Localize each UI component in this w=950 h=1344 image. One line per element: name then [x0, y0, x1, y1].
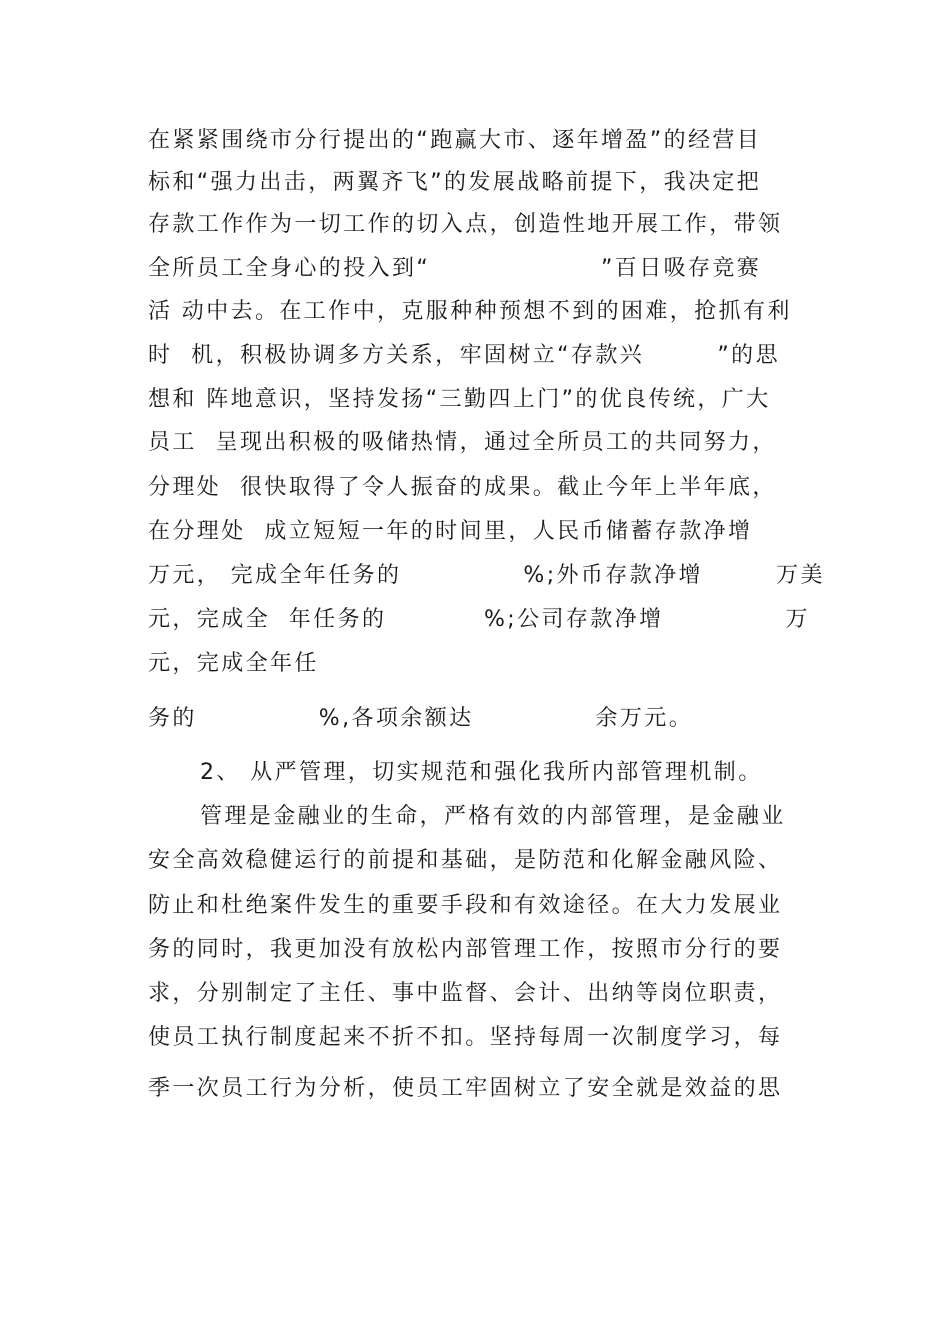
paragraph2-line-2: 安全高效稳健运行的前提和基础，是防范和化解金融风险、 [148, 848, 783, 873]
paragraph2-line-4: 务的同时，我更加没有放松内部管理工作，按照市分行的要 [148, 937, 783, 962]
paragraph1-line-1: 在紧紧围绕市分行提出的“跑赢大市、逐年增盈”的经营目 [148, 128, 762, 153]
paragraph1-line-4: 全所员工全身心的投入到“ ”百日吸存竞赛 [148, 256, 762, 281]
paragraph1-line-8: 员工 呈现出积极的吸储热情，通过全所员工的共同努力， [148, 430, 777, 455]
paragraph2-line-5: 求，分别制定了主任、事中监督、会计、出纳等岗位职责， [148, 981, 783, 1006]
paragraph2-line-1: 管理是金融业的生命，严格有效的内部管理，是金融业 [200, 804, 786, 829]
paragraph1-line-2: 标和“强力出击，两翼齐飞”的发展战略前提下，我决定把 [148, 170, 762, 195]
section-heading-2: 2、 从严管理，切实规范和强化我所内部管理机制。 [200, 760, 763, 785]
paragraph1-line-10: 在分理处 成立短短一年的时间里，人民币储蓄存款净增 [148, 519, 753, 544]
paragraph2-line-7: 季一次员工行为分析，使员工牢固树立了安全就是效益的思 [148, 1076, 783, 1101]
paragraph1-line-3: 存款工作作为一切工作的切入点，创造性地开展工作，带领 [148, 212, 783, 237]
paragraph1-line-6: 时 机，积极协调多方关系，牢固树立“存款兴 ”的思 [148, 343, 780, 368]
paragraph2-line-3: 防止和杜绝案件发生的重要手段和有效途径。在大力发展业 [148, 893, 783, 918]
paragraph1-line-9: 分理处 很快取得了令人振奋的成果。截止今年上半年底， [148, 475, 777, 500]
paragraph1-line-7: 想和 阵地意识，坚持发扬“三勤四上门”的优良传统，广大 [148, 387, 771, 412]
paragraph1-line-12: 元，完成全 年任务的 %;公司存款净增 万 [148, 607, 810, 632]
paragraph1-line-11: 万元， 完成全年任务的 %;外币存款净增 万美 [148, 563, 825, 588]
paragraph1-line-13: 元，完成全年任 [148, 651, 319, 676]
paragraph1-tail-line: 务的 %,各项余额达 余万元。 [148, 706, 694, 731]
paragraph2-line-6: 使员工执行制度起来不折不扣。坚持每周一次制度学习，每 [148, 1025, 783, 1050]
paragraph1-line-5: 活 动中去。在工作中，克服种种预想不到的困难，抢抓有利 [148, 299, 792, 324]
